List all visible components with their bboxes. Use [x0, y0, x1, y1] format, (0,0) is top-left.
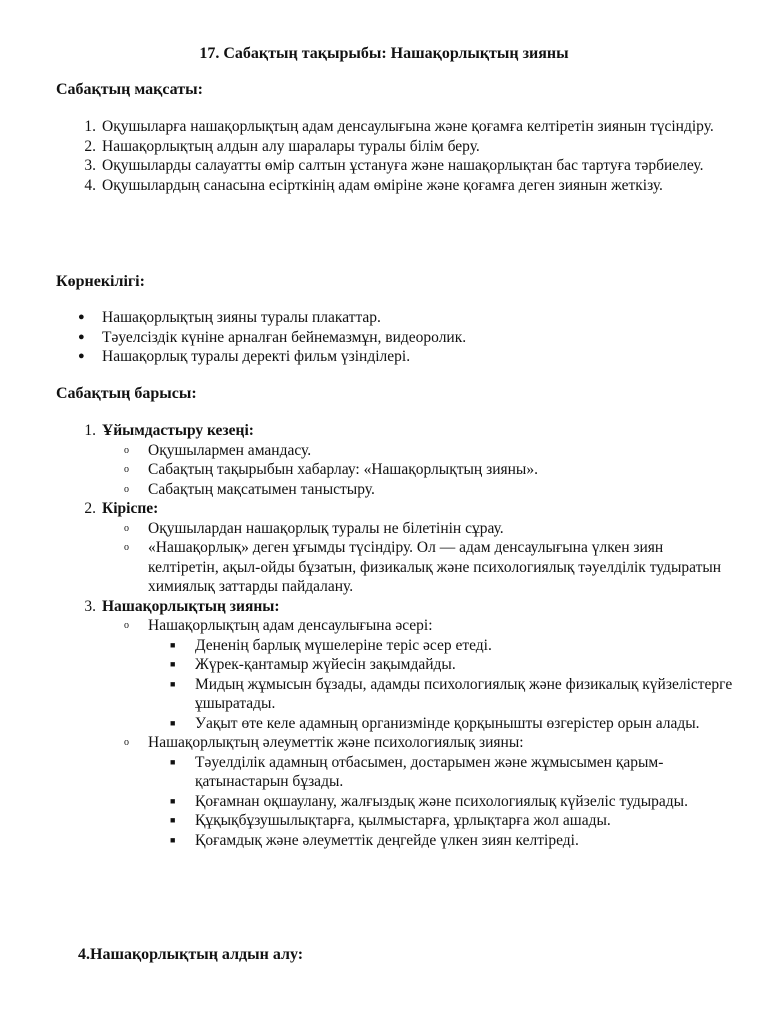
visuals-item-3: ● Нашақорлық туралы деректі фильм үзінділері. [78, 348, 411, 365]
stage-1-item: o Оқушылармен амандасу. [124, 441, 312, 459]
square-bullet-icon: ■ [170, 717, 176, 728]
social-effects-item: o Нашақорлықтың әлеуметтік және психологиялық зияны: [124, 734, 524, 751]
square-bullet-icon: ■ [170, 678, 176, 689]
visuals-item-2: ● Тәуелсіздік күніне арналған бейнемазмұн, видеоролик. [78, 328, 467, 346]
stage-1-title: Ұйымдастыру кезеңі: [102, 422, 254, 439]
stage-2-item: o Оқушылардан нашақорлық туралы не білетінін сұрау. [124, 519, 504, 537]
aims-item-3: 3. Оқушыларды салауатты өмір салтын ұстануға және нашақорлықтан бас тартуға тәрбиелеу. [84, 157, 704, 174]
visuals-item-1: ● Нашақорлықтың зияны туралы плакаттар. [78, 309, 381, 326]
aims-item-1: 1. Оқушыларға нашақорлықтың адам денсаулығына және қоғамға келтіретін зиянын түсіндіру. [84, 118, 714, 135]
stage-1-item: o Сабақтың тақырыбын хабарлау: «Нашақорлықтың зияны». [124, 461, 538, 478]
circle-bullet-icon: o [124, 464, 129, 475]
health-effect: ■ Мидың жұмысын бұзады, адамды психологиялық және физикалық күйзелістерге ұшыратады. [170, 675, 733, 712]
course-heading: Сабақтың барысы: [56, 385, 197, 402]
aims-item-4: 4. Оқушылардың санасына есірткінің адам өміріне және қоғамға деген зиянын жеткізу. [84, 176, 663, 194]
circle-bullet-icon: o [124, 620, 129, 631]
social-effect: ■ Құқықбұзушылықтарға, қылмыстарға, ұрлықтарға жол ашады. [170, 812, 611, 829]
stage-3-title: Нашақорлықтың зияны: [102, 597, 280, 615]
circle-bullet-icon: o [124, 542, 129, 553]
bullet-icon: ● [78, 350, 85, 362]
health-effects-item: o Нашақорлықтың адам денсаулығына әсері: [124, 617, 433, 634]
square-bullet-icon: ■ [170, 756, 176, 767]
social-effect: ■ Қоғамнан оқшаулану, жалғыздық және психологиялық күйзеліс тудырады. [170, 792, 688, 810]
health-effect: ■ Уақыт өте келе адамның организмінде қорқынышты өзгерістер орын алады. [170, 714, 700, 732]
square-bullet-icon: ■ [170, 659, 176, 669]
lesson-title: 17. Сабақтың тақырыбы: Нашақорлықтың зияны [199, 45, 569, 62]
circle-bullet-icon: o [124, 483, 129, 495]
aims-heading: Сабақтың мақсаты: [56, 81, 203, 98]
square-bullet-icon: ■ [170, 795, 176, 806]
course-list [56, 421, 736, 850]
health-effect: ■ Жүрек-қантамыр жүйесін зақымдайды. [170, 656, 456, 673]
stage-1-item: o Сабақтың мақсатымен таныстыру. [124, 480, 375, 498]
stage-2-title: Кіріспе: [102, 500, 159, 517]
aims-list [56, 117, 736, 195]
social-effect: ■ Тәуелділік адамның отбасымен, достарымен және жұмысымен қарым-қатынастарын бұзады. [170, 753, 664, 790]
visuals-heading: Көрнекілігі: [56, 273, 145, 290]
section-4-heading: 4.Нашақорлықтың алдын алу: [78, 946, 304, 963]
square-bullet-icon: ■ [170, 639, 176, 650]
stage-2: 2. Кіріспе: [56, 499, 736, 519]
stage-1: 1. Ұйымдастыру кезеңі: [56, 421, 736, 441]
square-bullet-icon: ■ [170, 834, 176, 845]
bullet-icon: ● [78, 311, 85, 323]
circle-bullet-icon: o [124, 522, 129, 534]
stage-2-item: o «Нашақорлық» деген ұғымды түсіндіру. Ол — адам денсаулығына үлкен зиян келтіретін, ақыл-ойды бұзатын, физикалық және психологиялық тәуелділік тудыратын химиялық заттарды пайдалану. [124, 539, 722, 595]
social-effect: ■ Қоғамдық және әлеуметтік деңгейде үлкен зиян келтіреді. [170, 831, 579, 849]
square-bullet-icon: ■ [170, 815, 176, 825]
visuals-list [56, 308, 736, 367]
stage-3: 3. Нашақорлықтың зияны: [56, 597, 736, 617]
bullet-icon: ● [78, 330, 85, 343]
circle-bullet-icon: o [124, 737, 129, 748]
aims-item-2: 2. Нашақорлықтың алдын алу шаралары туралы білім беру. [84, 137, 480, 155]
circle-bullet-icon: o [124, 444, 129, 456]
health-effect: ■ Дененің барлық мүшелеріне теріс әсер етеді. [170, 636, 492, 654]
